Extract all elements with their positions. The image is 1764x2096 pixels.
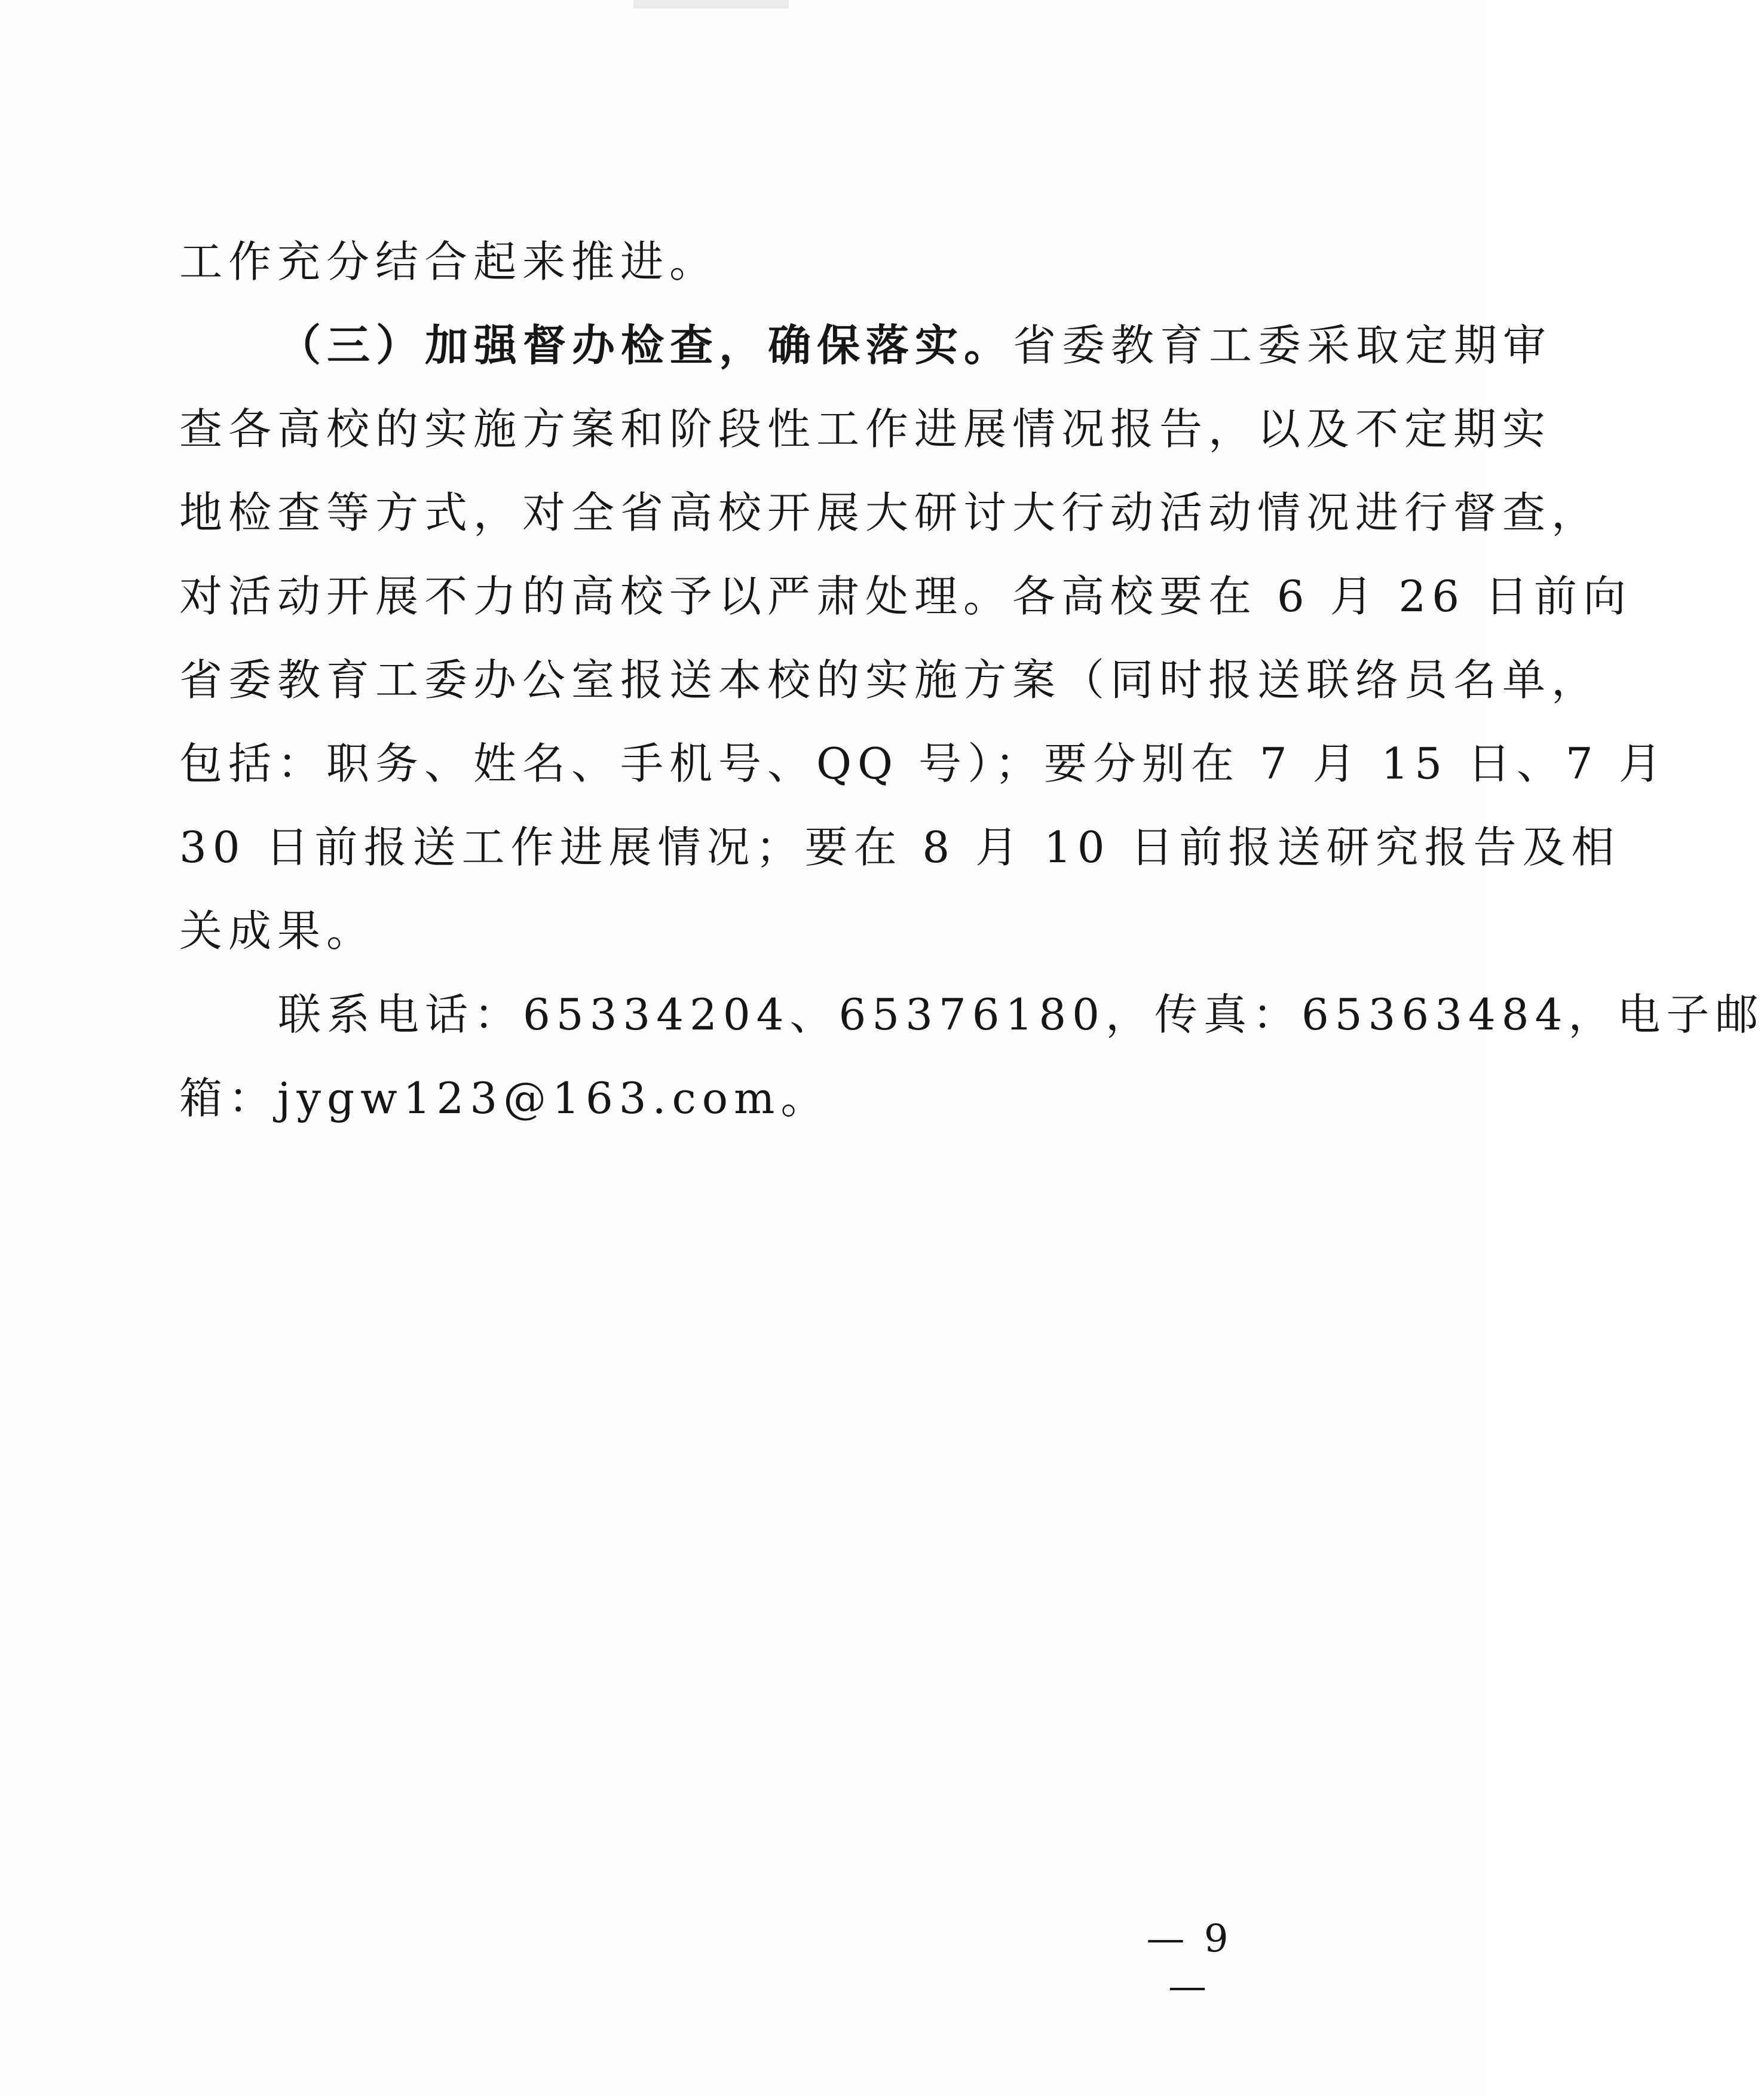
section-heading-line	[179, 304, 1552, 387]
paragraph-line: 关成果。	[179, 906, 376, 956]
paragraph-line: 省委教育工委办公室报送本校的实施方案（同时报送联络员名单，	[179, 655, 1601, 705]
paragraph-line: 地检查等方式，对全省高校开展大研讨大行动活动情况进行督查，	[179, 488, 1601, 538]
body-text	[179, 220, 1764, 1140]
contact-line: 联系电话：65334204、65376180，传真：65363484，电子邮	[278, 989, 1764, 1040]
page-number: — 9 —	[1146, 1917, 1232, 2009]
paragraph-line: 工作充分结合起来推进。	[179, 237, 719, 287]
scan-artifact-top	[633, 0, 789, 8]
section-heading-continuation: 省委教育工委采取定期审	[1013, 320, 1552, 370]
paragraph-line: 查各高校的实施方案和阶段性工作进展情况报告，以及不定期实	[179, 404, 1552, 454]
paragraph-line: 包括：职务、姓名、手机号、QQ 号）；要分别在 7 月 15 日、7 月	[179, 738, 1668, 789]
paragraph-line: 30 日前报送工作进展情况；要在 8 月 10 日前报送研究报告及相	[179, 822, 1621, 872]
email-line: 箱：jygw123@163.com。	[179, 1073, 830, 1123]
section-heading: （三）加强督办检查，确保落实。	[278, 320, 1013, 370]
paragraph-line: 对活动开展不力的高校予以严肃处理。各高校要在 6 月 26 日前向	[179, 571, 1632, 621]
